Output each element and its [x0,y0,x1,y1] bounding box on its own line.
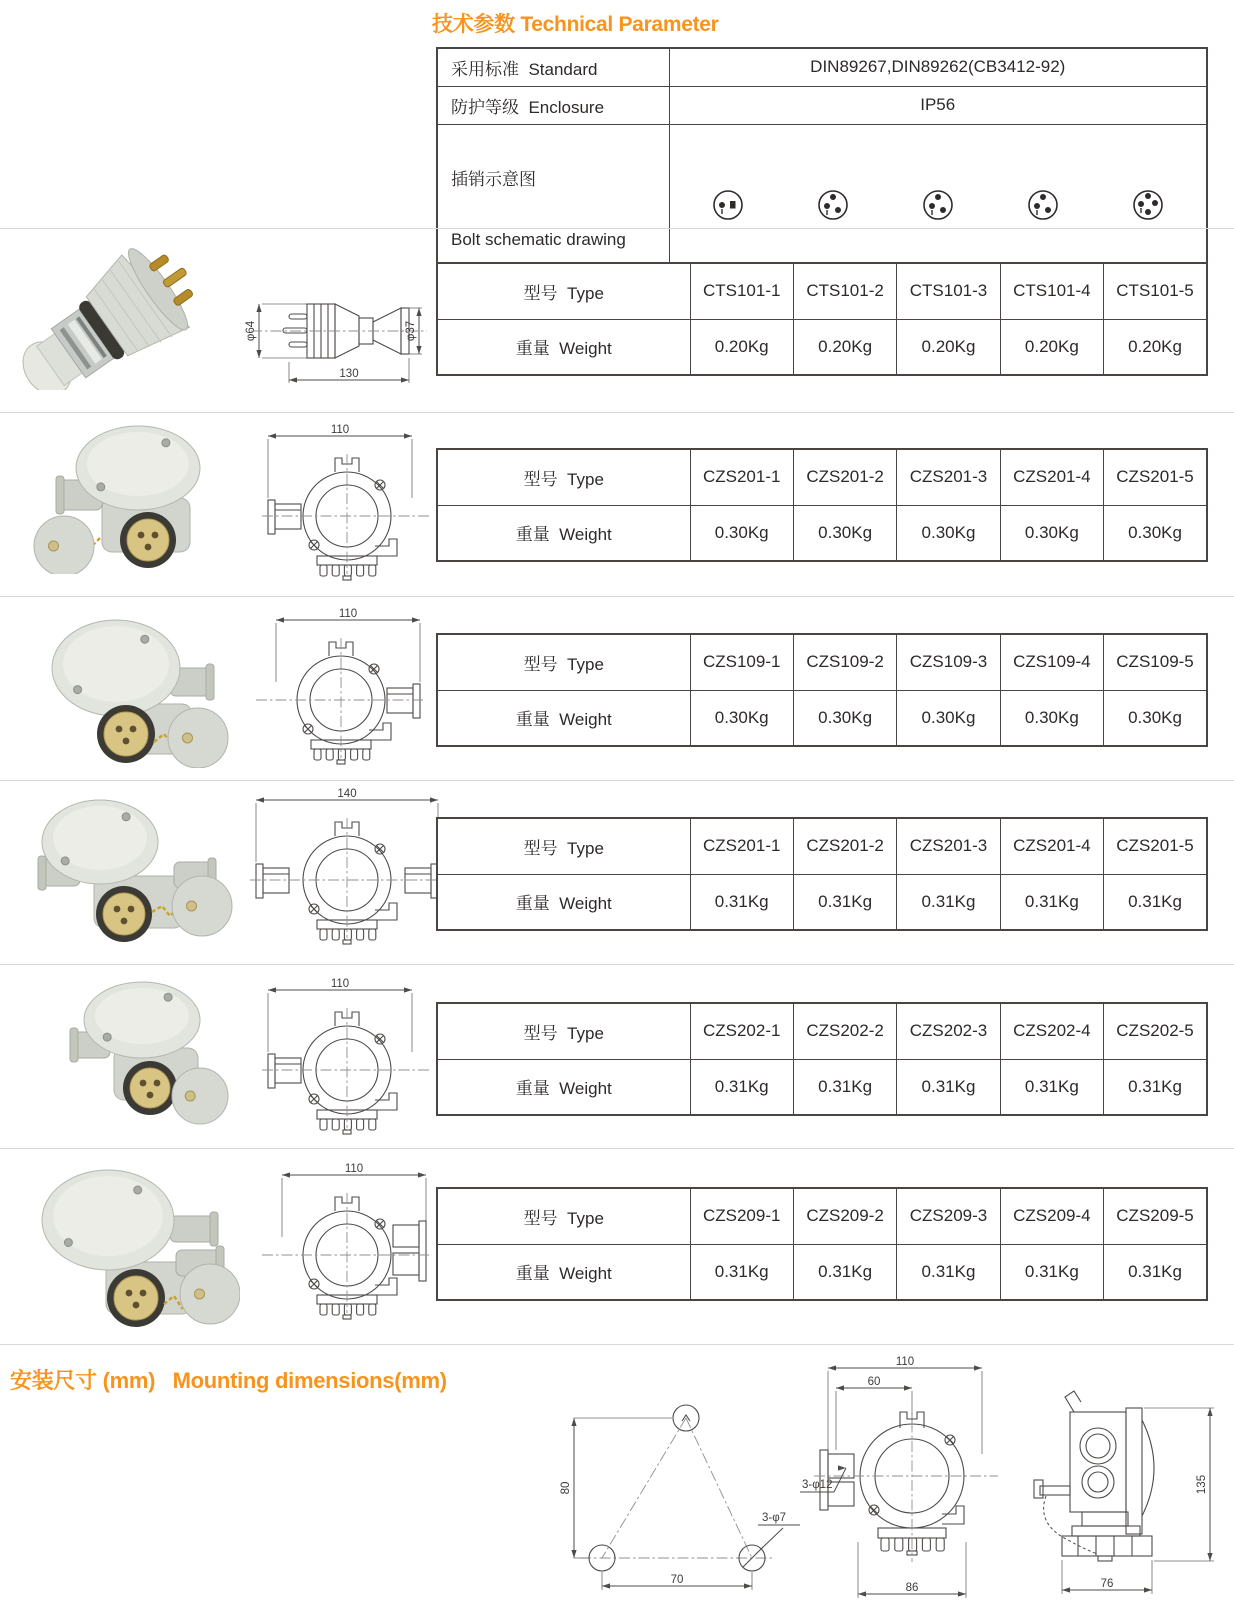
weight-cell: 0.31Kg [897,874,1000,930]
type-cell: CZS202-3 [897,1003,1000,1059]
weight-cell: 0.31Kg [1104,1059,1207,1115]
type-cell: CZS209-4 [1000,1188,1103,1244]
type-cell: CZS209-1 [690,1188,793,1244]
weight-label-cell: 重量 Weight [437,874,690,930]
svg-text:76: 76 [1100,1578,1114,1590]
type-cell: CZS201-5 [1104,818,1207,874]
type-cell: CTS101-5 [1104,263,1207,319]
type-cell: CZS201-3 [897,449,1000,505]
weight-cell: 0.31Kg [1104,874,1207,930]
type-cell: CZS201-2 [793,449,896,505]
weight-cell: 0.20Kg [1104,319,1207,375]
weight-cell: 0.31Kg [1104,1244,1207,1300]
type-cell: CZS209-5 [1104,1188,1207,1244]
bolt-pin-diagram [710,187,746,223]
weight-row [437,505,1207,561]
svg-text:135: 135 [1196,1474,1208,1495]
svg-text:3-φ7: 3-φ7 [762,1512,787,1524]
dimension-drawing [250,608,432,771]
svg-text:φ37: φ37 [405,320,417,342]
type-row [437,263,1207,319]
dimension-drawing [256,424,438,587]
weight-cell: 0.31Kg [690,1059,793,1115]
weight-cell: 0.20Kg [793,319,896,375]
weight-label-cell: 重量 Weight [437,1244,690,1300]
weight-cell: 0.31Kg [793,874,896,930]
separator [0,228,1234,229]
weight-cell: 0.20Kg [1000,319,1103,375]
dimension-drawing [256,978,438,1141]
mounting-hole-pattern-drawing [540,1390,802,1607]
type-cell: CZS109-2 [793,634,896,690]
svg-text:140: 140 [337,788,357,800]
weight-cell: 0.30Kg [1104,505,1207,561]
weight-cell: 0.20Kg [897,319,1000,375]
mounting-front-view-drawing [800,1356,1012,1607]
type-cell: CTS101-2 [793,263,896,319]
weight-cell: 0.31Kg [690,1244,793,1300]
weight-cell: 0.30Kg [897,505,1000,561]
type-cell: CZS109-4 [1000,634,1103,690]
type-label-cell: 型号 Type [437,1188,690,1244]
weight-cell: 0.30Kg [793,690,896,746]
technical-parameter-title: 技术参数 Technical Parameter [432,13,719,36]
type-cell: CZS201-5 [1104,449,1207,505]
type-cell: CZS202-5 [1104,1003,1207,1059]
type-cell: CZS202-1 [690,1003,793,1059]
weight-cell: 0.30Kg [1104,690,1207,746]
type-label-cell: 型号 Type [437,818,690,874]
separator [0,412,1234,413]
type-row [437,449,1207,505]
type-cell: CTS101-3 [897,263,1000,319]
type-row [437,1003,1207,1059]
product-table [436,448,1208,562]
product-photo-socket [22,606,237,773]
separator [0,780,1234,781]
type-cell: CTS101-1 [690,263,793,319]
type-label-cell: 型号 Type [437,263,690,319]
bolt-pin-diagram [1025,187,1061,223]
weight-cell: 0.31Kg [793,1059,896,1115]
type-label-cell: 型号 Type [437,1003,690,1059]
product-table [436,817,1208,931]
standard-value: DIN89267,DIN89262(CB3412-92) [669,48,1207,86]
type-cell: CZS202-2 [793,1003,896,1059]
type-label-cell: 型号 Type [437,449,690,505]
dimension-drawing [243,268,433,395]
weight-cell: 0.30Kg [793,505,896,561]
bolt-schematic-label: 插销示意图 Bolt schematic drawing [437,124,669,290]
type-label-cell: 型号 Type [437,634,690,690]
weight-cell: 0.31Kg [1000,874,1103,930]
mounting-dimensions-title: 安装尺寸 (mm) Mounting dimensions(mm) [10,1368,447,1393]
svg-text:70: 70 [670,1574,684,1586]
type-cell: CZS202-4 [1000,1003,1103,1059]
svg-text:110: 110 [338,608,358,620]
bolt-pin-diagram [920,187,956,223]
weight-cell: 0.30Kg [690,690,793,746]
separator [0,1344,1234,1345]
weight-label-cell: 重量 Weight [437,505,690,561]
type-cell: CZS109-5 [1104,634,1207,690]
product-photo-socket [18,422,240,579]
separator [0,596,1234,597]
type-cell: CZS209-3 [897,1188,1000,1244]
weight-row [437,1244,1207,1300]
standard-label: 采用标准 Standard [437,48,669,86]
product-table [436,1002,1208,1116]
type-cell: CZS209-2 [793,1188,896,1244]
type-cell: CZS201-1 [690,449,793,505]
dimension-drawing [244,788,450,951]
weight-label-cell: 重量 Weight [437,1059,690,1115]
separator [0,964,1234,965]
type-cell: CZS201-2 [793,818,896,874]
type-cell: CZS201-3 [897,818,1000,874]
weight-row [437,1059,1207,1115]
bolt-pin-diagram [815,187,851,223]
weight-cell: 0.30Kg [1000,690,1103,746]
svg-text:φ64: φ64 [245,320,257,342]
weight-cell: 0.30Kg [690,505,793,561]
weight-cell: 0.31Kg [897,1244,1000,1300]
weight-cell: 0.30Kg [1000,505,1103,561]
svg-text:60: 60 [867,1376,881,1388]
product-photo-socket [38,976,240,1133]
weight-row [437,319,1207,375]
product-table [436,1187,1208,1301]
type-row [437,1188,1207,1244]
svg-text:130: 130 [339,368,359,380]
weight-cell: 0.31Kg [690,874,793,930]
mounting-side-view-drawing [1008,1362,1230,1607]
bolt-pin-diagram [1130,187,1166,223]
product-photo-socket [12,788,242,953]
weight-cell: 0.20Kg [690,319,793,375]
type-cell: CZS109-3 [897,634,1000,690]
weight-cell: 0.31Kg [793,1244,896,1300]
svg-text:3-φ12: 3-φ12 [802,1479,833,1491]
enclosure-value: IP56 [669,86,1207,124]
type-row [437,634,1207,690]
weight-cell: 0.30Kg [897,690,1000,746]
dimension-drawing [256,1163,438,1326]
weight-cell: 0.31Kg [897,1059,1000,1115]
svg-text:80: 80 [560,1481,572,1495]
product-table [436,633,1208,747]
type-cell: CZS109-1 [690,634,793,690]
svg-text:110: 110 [895,1356,915,1368]
weight-label-cell: 重量 Weight [437,319,690,375]
weight-cell: 0.31Kg [1000,1059,1103,1115]
type-cell: CZS201-1 [690,818,793,874]
svg-text:110: 110 [344,1163,364,1175]
weight-cell: 0.31Kg [1000,1244,1103,1300]
type-cell: CTS101-4 [1000,263,1103,319]
type-cell: CZS201-4 [1000,449,1103,505]
product-photo-plug [6,248,234,395]
weight-row [437,690,1207,746]
weight-label-cell: 重量 Weight [437,690,690,746]
type-cell: CZS201-4 [1000,818,1103,874]
svg-text:110: 110 [330,424,350,436]
type-row [437,818,1207,874]
svg-text:86: 86 [905,1582,919,1594]
product-table [436,262,1208,376]
enclosure-label: 防护等级 Enclosure [437,86,669,124]
svg-text:110: 110 [330,978,350,990]
weight-row [437,874,1207,930]
separator [0,1148,1234,1149]
product-photo-socket [20,1160,240,1339]
